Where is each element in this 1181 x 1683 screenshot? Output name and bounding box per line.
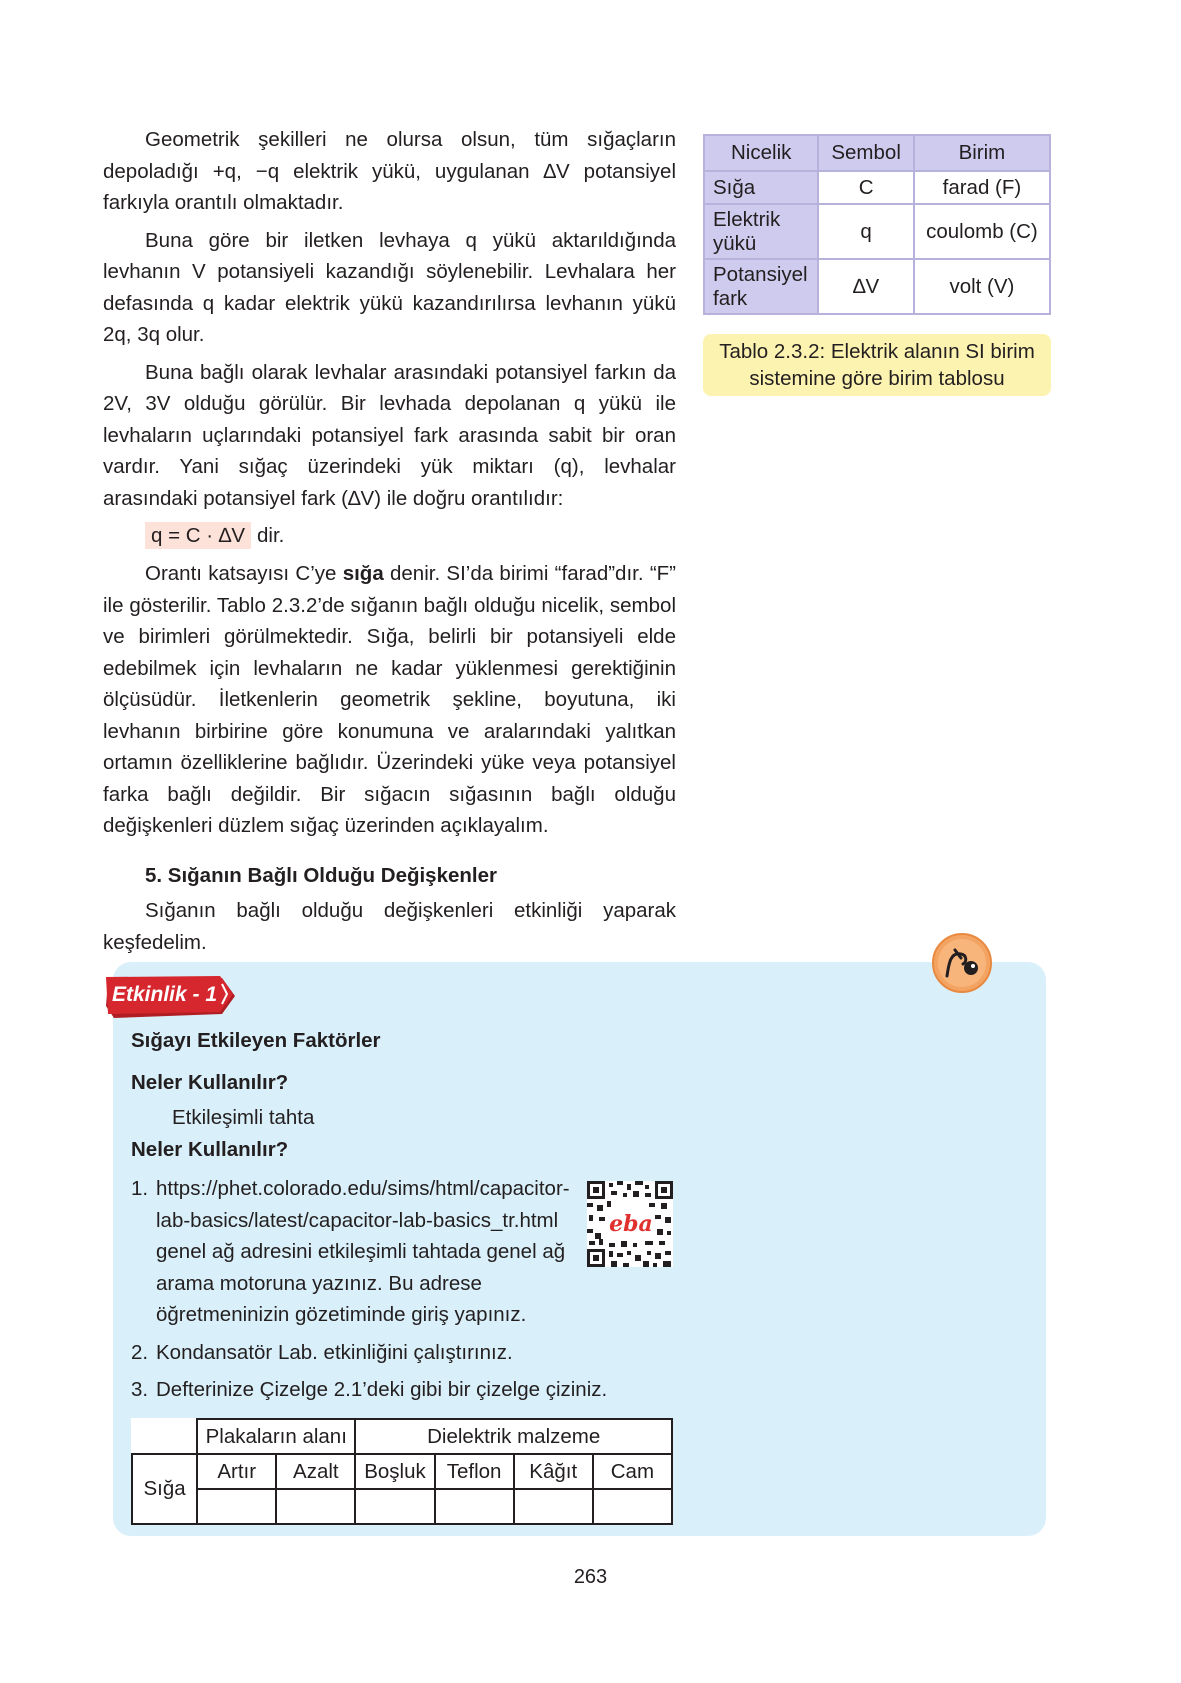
chart-column-header: Boşluk: [355, 1454, 434, 1489]
chart-empty-cell: [514, 1489, 593, 1524]
activity-badge-label: Etkinlik - 1: [112, 983, 218, 1006]
step-text: Kondansatör Lab. etkinliğini çalıştırınız.: [156, 1340, 513, 1364]
page-number: 263: [573, 1566, 608, 1588]
step-text: Defterinize Çizelge 2.1’deki gibi bir çizelge çiziniz.: [156, 1378, 608, 1401]
chart-column-header: Artır: [197, 1454, 276, 1489]
si-quantity: Sığa: [704, 171, 818, 204]
chart-row-label: Sığa: [132, 1454, 197, 1524]
formula-line: [145, 520, 676, 552]
chart-column-row: [132, 1454, 672, 1489]
si-symbol: ∆V: [818, 259, 913, 314]
si-header-quantity: Nicelik: [704, 135, 818, 171]
steps-heading: Neler Kullanılır?: [131, 1137, 289, 1161]
list-item: [131, 1374, 676, 1406]
definition-text-start: Orantı katsayısı C’ye: [145, 562, 343, 585]
chart-column-header: Cam: [593, 1454, 672, 1489]
table-caption: Tablo 2.3.2: Elektrik alanın SI birim sistemine göre birim tablosu: [703, 334, 1051, 396]
si-table-row: [704, 171, 1050, 204]
formula-suffix: dir.: [257, 524, 285, 547]
si-quantity: Potansiyel fark: [704, 259, 818, 314]
si-quantity: Elektrik yükü: [704, 204, 818, 259]
chart-group-dielectric: Dielektrik malzeme: [355, 1419, 672, 1454]
si-symbol: q: [818, 204, 913, 259]
si-unit: volt (V): [914, 259, 1050, 314]
chart-entry-row: [132, 1489, 672, 1524]
step-number: 3.: [131, 1378, 149, 1401]
si-header-unit: Birim: [914, 135, 1050, 171]
chart-column-header: Teflon: [435, 1454, 514, 1489]
si-table-row: [704, 259, 1050, 314]
chart-empty-corner: [132, 1419, 197, 1454]
definition-text-end: denir. SI’da birimi “farad”dır. “F” ile gösterilir. Tablo 2.3.2’de sığanın bağlı olduğu nicelik, sembol ve birimleri görülmektedir. Sığa, belirli bir potansiyeli elde edebilmek için levhaların ne kadar yüklenmesi gerektiğinin ölçüsüdür. İletkenlerin geometrik şekline, boyutuna, iki levhanın birbirine göre konumuna ve aralarındaki yalıtkan ortamın özelliklerine bağlıdır. Üzerindeki yüke veya potansiyel farka bağlı değildir. Bir sığacın sığasının bağlı olduğu değişkenleri düzlem sığaç üzerinden açıklayalım.: [103, 562, 676, 837]
step-number: 1.: [131, 1177, 149, 1200]
activity-title: Sığayı Etkileyen Faktörler: [131, 1029, 381, 1052]
si-unit: coulomb (C): [914, 204, 1050, 259]
si-unit: farad (F): [914, 171, 1050, 204]
chart-empty-cell: [355, 1489, 434, 1524]
paragraph-1: Geometrik şekilleri ne olursa olsun, tüm sığaçların depoladığı +q, −q elektrik yükü, uygulanan ∆V potansiyel farkıyla orantılı olmaktadır.: [103, 128, 676, 214]
chart-empty-cell: [593, 1489, 672, 1524]
si-unit-table: [703, 134, 1051, 315]
paragraph-2: Buna göre bir iletken levhaya q yükü aktarıldığında levhanın V potansiyeli kazandığı söylenebilir. Levhalara her defasında q kadar elektrik yükü kazandırılırsa levhanın yükü 2q, 3q olur.: [103, 228, 676, 346]
si-table-row: [704, 204, 1050, 259]
chart-empty-cell: [435, 1489, 514, 1524]
chart-group-area: Plakaların alanı: [197, 1419, 355, 1454]
chart-empty-cell: [276, 1489, 355, 1524]
list-item: [131, 1337, 676, 1369]
chart-empty-cell: [197, 1489, 276, 1524]
definition-keyword: sığa: [342, 562, 384, 585]
experiment-icon: [931, 932, 993, 994]
si-symbol: C: [818, 171, 913, 204]
materials-heading: Neler Kullanılır?: [131, 1070, 289, 1094]
si-table-header-row: [704, 135, 1050, 171]
section-paragraph: Sığanın bağlı olduğu değişkenleri etkinliği yaparak keşfedelim.: [103, 899, 676, 954]
main-text-column: [103, 124, 676, 964]
step-text: https://phet.colorado.edu/sims/html/capacitor-lab-basics/latest/capacitor-lab-basics_tr.html genel ağ adresini etkileşimli tahtada genel ağ arama motoruna yazınız. Bu adrese öğretmeninizin gözetiminde giriş yapınız.: [156, 1177, 570, 1326]
paragraph-definition: [103, 558, 676, 842]
activity-chart-table: [131, 1418, 673, 1525]
chart-group-row: [132, 1419, 672, 1454]
materials-item: Etkileşimli tahta: [172, 1106, 315, 1129]
qr-logo-text: eba: [609, 1211, 653, 1237]
capacitance-formula: q = C · ∆V: [145, 522, 251, 549]
chart-column-header: Azalt: [276, 1454, 355, 1489]
step-number: 2.: [131, 1340, 149, 1364]
paragraph-3: Buna bağlı olarak levhalar arasındaki potansiyel farkın da 2V, 3V olduğu görülür. Bir levhada depolanan q yükü ile levhaların uçlarındaki potansiyel fark arasında sabit bir oran vardır. Yani sığaç üzerindeki yük miktarı (q), levhalar arasındaki potansiyel fark (∆V) ile doğru orantılıdır:: [103, 360, 676, 510]
section-heading: 5. Sığanın Bağlı Olduğu Değişkenler: [145, 863, 497, 887]
qr-code[interactable]: [587, 1181, 673, 1267]
si-header-symbol: Sembol: [818, 135, 913, 171]
chart-column-header: Kâğıt: [514, 1454, 593, 1489]
